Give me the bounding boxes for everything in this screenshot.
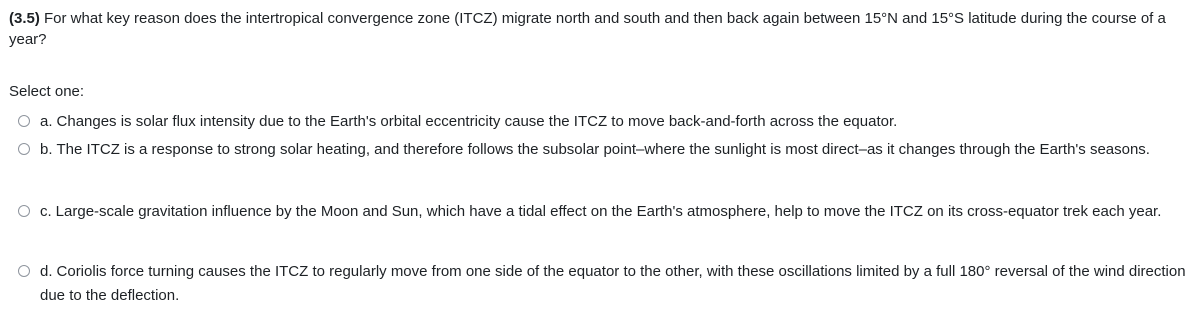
answer-option-d[interactable] xyxy=(18,260,1188,308)
radio-button-c[interactable] xyxy=(18,205,30,217)
question-text xyxy=(9,8,1189,50)
option-text-a: Changes is solar flux intensity due to the Earth's orbital eccentricity cause the ITCZ to move back-and-forth across the equator. xyxy=(56,113,898,130)
radio-button-a[interactable] xyxy=(18,115,30,127)
answer-option-c[interactable] xyxy=(18,200,1188,224)
answer-option-b[interactable] xyxy=(18,138,1188,162)
radio-button-d[interactable] xyxy=(18,265,30,277)
option-letter-d: d. xyxy=(40,263,53,280)
option-text-b: The ITCZ is a response to strong solar heating, and therefore follows the subsolar point–where the sunlight is most direct–as it changes through the Earth's seasons. xyxy=(56,141,1150,158)
question-number: (3.5) xyxy=(9,10,40,27)
answer-option-a[interactable] xyxy=(18,110,1188,134)
option-text-c: Large-scale gravitation influence by the Moon and Sun, which have a tidal effect on the Earth's atmosphere, help to move the ITCZ on its cross-equator trek each year. xyxy=(55,203,1162,220)
option-letter-c: c. xyxy=(40,203,52,220)
option-letter-a: a. xyxy=(40,113,53,130)
option-label-b[interactable] xyxy=(40,138,1188,162)
option-label-a[interactable] xyxy=(40,110,1188,134)
option-label-c[interactable] xyxy=(40,200,1188,224)
option-letter-b: b. xyxy=(40,141,53,158)
radio-button-b[interactable] xyxy=(18,143,30,155)
select-one-prompt: Select one: xyxy=(9,83,85,100)
option-label-d[interactable] xyxy=(40,260,1188,308)
question-body: For what key reason does the intertropical convergence zone (ITCZ) migrate north and south and then back again between 15°N and 15°S latitude during the course of a year? xyxy=(9,10,1166,48)
option-text-d: Coriolis force turning causes the ITCZ to regularly move from one side of the equator to the other, with these oscillations limited by a full 180° reversal of the wind direction due to the deflection. xyxy=(40,263,1186,304)
